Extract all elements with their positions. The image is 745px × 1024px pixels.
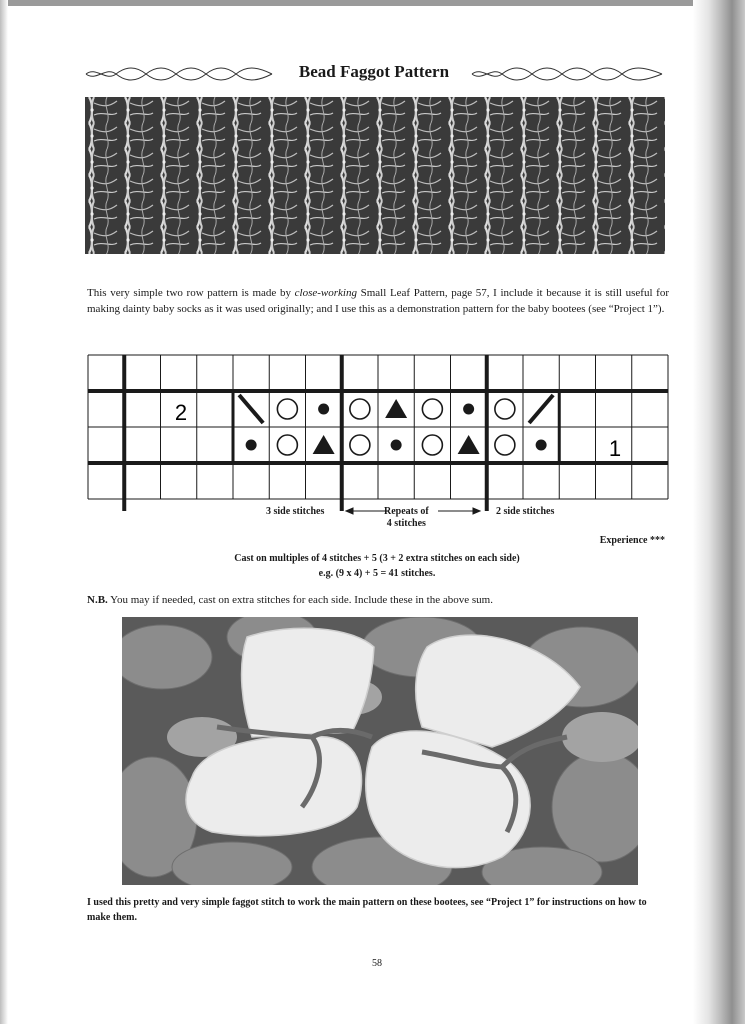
repeats-label-line2: 4 stitches — [386, 518, 426, 529]
purl-dot — [391, 440, 402, 451]
yarn-over-circle — [422, 435, 442, 455]
purl-dot — [536, 440, 547, 451]
purl-dot — [246, 440, 257, 451]
left-side-stitches-label: 3 side stitches — [266, 506, 325, 517]
purl-dot — [463, 404, 474, 415]
intro-text-end: Small Leaf Pattern, page 57, I include it because it is still useful for making dainty baby socks as it was used originally; and I use this as a demonstration pattern for the baby bootees (see “Project 1”). — [87, 287, 669, 315]
intro-italic-term: close-working — [294, 287, 357, 299]
experience-rating: Experience *** — [599, 535, 665, 546]
decrease-triangle — [458, 435, 480, 454]
yarn-over-circle — [422, 399, 442, 419]
right-side-stitches-label: 2 side stitches — [496, 506, 555, 517]
nb-text: You may if needed, cast on extra stitches for each side. Include these in the above sum. — [107, 594, 493, 606]
row-label-lower: 1 — [608, 436, 622, 461]
yarn-over-circle — [277, 399, 297, 419]
row-label-upper: 2 — [174, 400, 188, 425]
intro-text-start: This very simple two row pattern is made by — [87, 287, 295, 299]
cast-on-line2: e.g. (9 x 4) + 5 = 41 stitches. — [318, 568, 436, 579]
nota-bene — [87, 594, 493, 606]
yarn-over-circle — [350, 435, 370, 455]
repeats-label — [384, 506, 429, 530]
nb-label: N.B. — [87, 594, 108, 606]
bootees-photo — [122, 617, 638, 885]
yarn-over-circle — [277, 435, 297, 455]
chart-grid — [88, 355, 668, 511]
decrease-triangle — [313, 435, 335, 454]
decrease-right-diagonal — [529, 395, 553, 423]
photo-caption: I used this pretty and very simple faggot stitch to work the main pattern on these bootees, see “Project 1” for instructions on how to make them. — [87, 897, 647, 923]
repeats-label-line1: Repeats of — [384, 506, 429, 517]
yarn-over-circle — [495, 399, 515, 419]
decrease-triangle — [385, 399, 407, 418]
page-title: Bead Faggot Pattern — [298, 62, 450, 81]
chart-symbols — [239, 395, 553, 455]
purl-dot — [318, 404, 329, 415]
cast-on-line1: Cast on multiples of 4 stitches + 5 (3 + 2 extra stitches on each side) — [234, 553, 520, 564]
cast-on-instructions — [87, 551, 667, 581]
page-number: 58 — [372, 958, 382, 969]
yarn-over-circle — [350, 399, 370, 419]
yarn-over-circle — [495, 435, 515, 455]
decrease-left-diagonal — [239, 395, 263, 423]
